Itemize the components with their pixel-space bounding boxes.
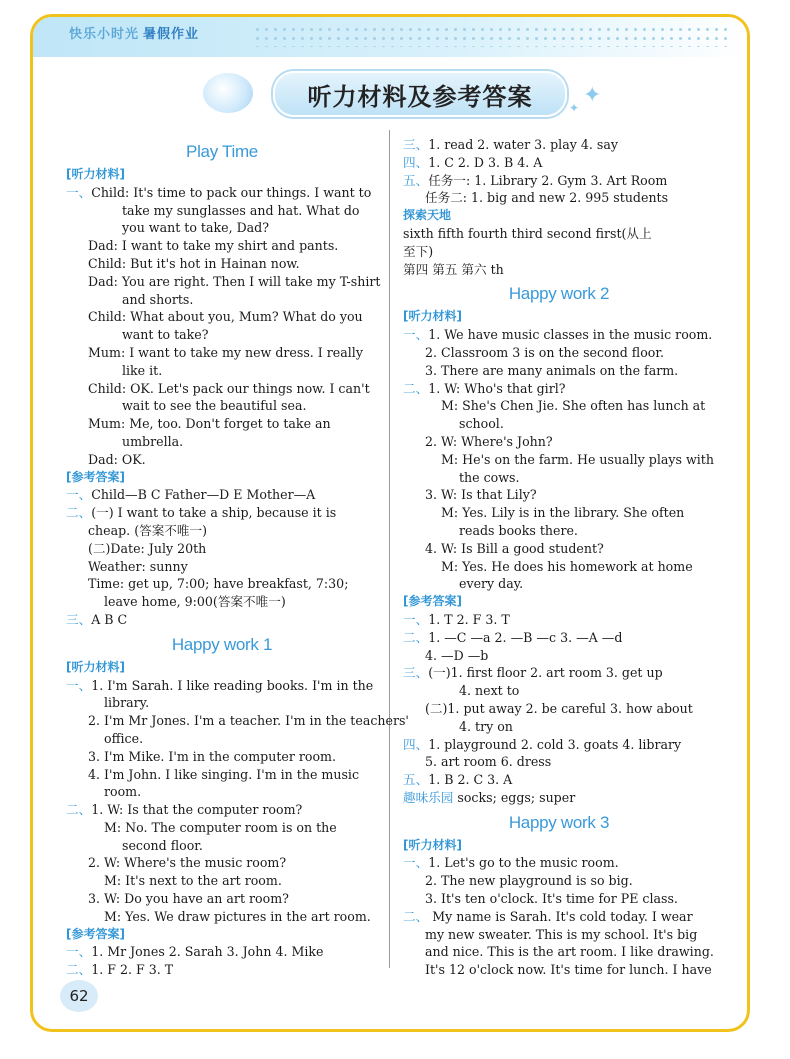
line-text: Mum: I want to take my new dress. I really <box>88 344 363 360</box>
section-tag <box>403 308 715 326</box>
text-line <box>66 961 378 979</box>
section-tag <box>403 837 715 855</box>
line-text: Happy work 3 <box>508 812 610 832</box>
right-column <box>403 136 715 979</box>
section-tag <box>66 659 378 677</box>
line-text: [听力材料] <box>403 837 462 852</box>
text-line <box>66 433 378 451</box>
text-line <box>66 362 378 380</box>
item-number: 一、 <box>403 855 429 871</box>
text-line <box>66 219 378 237</box>
text-line <box>403 926 715 944</box>
line-text: office. <box>104 730 144 746</box>
section-tag <box>66 926 378 944</box>
line-text: every day. <box>459 576 524 592</box>
line-text: 1. B 2. C 3. A <box>428 772 513 788</box>
title-banner <box>203 65 603 125</box>
text-line <box>403 540 715 558</box>
text-line <box>66 237 378 255</box>
left-column <box>66 136 409 979</box>
section-tag <box>403 593 715 611</box>
text-line <box>403 486 715 504</box>
item-number: 一、 <box>66 944 92 960</box>
line-text: Dad: You are right. Then I will take my T-shirt <box>88 273 381 289</box>
line-text: Child: What about you, Mum? What do you <box>88 309 363 325</box>
text-line <box>403 961 715 979</box>
text-line <box>403 154 715 172</box>
text-line <box>403 344 715 362</box>
text-line <box>66 748 378 766</box>
text-line <box>66 819 378 837</box>
line-text: [参考答案] <box>66 469 125 484</box>
text-line <box>403 718 715 736</box>
text-line <box>66 397 378 415</box>
text-line <box>66 380 378 398</box>
line-text: [参考答案] <box>66 926 125 941</box>
text-line <box>66 504 378 522</box>
line-text: M: It's next to the art room. <box>104 873 282 889</box>
text-line <box>403 380 715 398</box>
text-line <box>66 712 409 730</box>
text-line <box>66 611 378 629</box>
text-line <box>66 766 378 784</box>
text-line <box>66 908 378 926</box>
line-text: umbrella. <box>122 433 184 449</box>
text-line <box>66 730 378 748</box>
line-text: wait to see the beautiful sea. <box>122 398 307 414</box>
line-text: 第四 第五 第六 th <box>403 261 504 277</box>
text-line <box>403 243 715 261</box>
text-line <box>403 943 715 961</box>
line-text: take my sunglasses and hat. What do <box>122 202 360 218</box>
sparkle-icon: ✦ <box>583 83 602 108</box>
text-line <box>403 872 715 890</box>
text-line <box>403 908 715 926</box>
text-line <box>66 677 378 695</box>
line-text: 2. I'm Mr Jones. I'm a teacher. I'm in the teachers' <box>88 713 409 729</box>
item-number: 一、 <box>403 611 429 627</box>
text-line <box>66 575 378 593</box>
line-text: (一)1. first floor 2. art room 3. get up <box>428 665 663 681</box>
line-text: sixth fifth fourth third second first(从上 <box>403 225 652 241</box>
text-line <box>66 291 378 309</box>
text-line <box>66 801 378 819</box>
text-line <box>66 344 378 362</box>
text-line <box>66 943 378 961</box>
line-text: M: No. The computer room is on the <box>104 819 337 835</box>
line-text: 3. W: Do you have an art room? <box>88 891 289 907</box>
item-number: 五、 <box>403 772 429 788</box>
line-text: Child: OK. Let's pack our things now. I can't <box>88 380 370 396</box>
line-text: 至下) <box>403 243 434 259</box>
text-line <box>403 415 715 433</box>
text-line <box>403 558 715 576</box>
line-text: (一) I want to take a ship, because it is <box>91 505 337 521</box>
text-line <box>66 202 378 220</box>
line-text: like it. <box>122 362 163 378</box>
item-number: 二、 <box>66 962 92 978</box>
line-text: 4. W: Is Bill a good student? <box>425 540 604 556</box>
line-text: 1. read 2. water 3. play 4. say <box>428 137 618 152</box>
item-number: 二、 <box>403 629 429 645</box>
text-line <box>403 326 715 344</box>
text-line <box>403 469 715 487</box>
text-line <box>403 682 715 700</box>
text-line <box>403 611 715 629</box>
line-text: the cows. <box>459 469 520 485</box>
line-text: Play Time <box>186 142 258 161</box>
line-text: Happy work 1 <box>171 634 273 654</box>
text-line <box>66 783 378 801</box>
text-line <box>403 736 715 754</box>
page-title: 听力材料及参考答案 <box>273 71 567 117</box>
line-text: 1. I'm Sarah. I like reading books. I'm in the <box>91 677 374 693</box>
text-line <box>403 225 715 243</box>
line-text: 5. art room 6. dress <box>425 754 552 770</box>
item-number: 五、 <box>403 172 429 188</box>
item-number: 三、 <box>66 611 92 627</box>
line-text: 1. F 2. F 3. T <box>91 962 174 978</box>
line-text: socks; eggs; super <box>453 789 576 805</box>
item-number: 趣味乐园 <box>403 789 454 805</box>
text-line <box>403 890 715 908</box>
text-line <box>66 326 378 344</box>
line-text: 4. try on <box>459 718 513 734</box>
line-text: room. <box>104 784 142 800</box>
brand-name: 快乐小时光 <box>69 27 140 42</box>
line-text: [听力材料] <box>66 659 125 674</box>
text-line <box>403 854 715 872</box>
line-text: 2. W: Where's the music room? <box>88 855 287 871</box>
line-text: M: He's on the farm. He usually plays with <box>441 451 714 467</box>
text-line <box>403 664 715 682</box>
sparkle-small-icon: ✦ <box>569 101 580 115</box>
text-line <box>403 362 715 380</box>
item-number: 一、 <box>66 184 92 200</box>
text-line <box>403 451 715 469</box>
text-line <box>66 694 378 712</box>
line-text: My name is Sarah. It's cold today. I wear <box>428 908 693 924</box>
text-line <box>66 837 378 855</box>
line-text: my new sweater. This is my school. It's big <box>425 926 698 942</box>
section-title <box>66 140 378 164</box>
line-text: school. <box>459 416 504 432</box>
text-line <box>403 753 715 771</box>
item-number: 四、 <box>403 736 429 752</box>
text-line <box>403 647 715 665</box>
line-text: Child: It's time to pack our things. I want to <box>91 184 372 200</box>
line-text: want to take? <box>122 327 209 343</box>
line-text: Time: get up, 7:00; have breakfast, 7:30; <box>88 576 349 592</box>
section-tag <box>66 166 378 184</box>
section-title <box>66 633 378 657</box>
line-text: [参考答案] <box>403 594 462 609</box>
line-text: [听力材料] <box>66 167 125 181</box>
item-number: 二、 <box>66 505 92 521</box>
line-text: 2. W: Where's John? <box>425 433 553 449</box>
line-text: 探索天地 <box>403 208 452 223</box>
line-text: Child—B C Father—D E Mother—A <box>91 487 316 503</box>
line-text: Child: But it's hot in Hainan now. <box>88 255 300 271</box>
line-text: (二)1. put away 2. be careful 3. how about <box>425 700 693 716</box>
line-text: reads books there. <box>459 522 578 538</box>
page-number: 62 <box>60 980 98 1012</box>
line-text: 3. I'm Mike. I'm in the computer room. <box>88 748 336 764</box>
line-text: 1. T 2. F 3. T <box>428 611 510 627</box>
section-tag <box>66 469 378 487</box>
line-text: 4. next to <box>459 683 520 699</box>
text-line <box>66 273 381 291</box>
item-number: 一、 <box>66 677 92 693</box>
line-text: 3. W: Is that Lily? <box>425 487 537 503</box>
line-text: M: Yes. We draw pictures in the art room. <box>104 908 371 924</box>
line-text: (二)Date: July 20th <box>88 540 207 556</box>
line-text: 1. We have music classes in the music room. <box>428 327 713 343</box>
text-line <box>66 522 378 540</box>
header-dot-pattern <box>253 25 733 47</box>
line-text: second floor. <box>122 837 203 853</box>
cloud-icon <box>203 73 253 113</box>
line-text: A B C <box>91 611 128 627</box>
line-text: leave home, 9:00(答案不唯一) <box>104 594 286 610</box>
line-text: M: Yes. He does his homework at home <box>441 558 693 574</box>
line-text: 2. The new playground is so big. <box>425 873 633 889</box>
text-line <box>403 136 715 154</box>
brand-subtitle: 暑假作业 <box>143 27 200 42</box>
text-line <box>66 558 378 576</box>
brand-logo <box>69 23 199 42</box>
line-text: cheap. (答案不唯一) <box>88 522 207 538</box>
text-line <box>403 433 715 451</box>
line-text: 3. There are many animals on the farm. <box>425 362 679 378</box>
line-text: Dad: I want to take my shirt and pants. <box>88 238 339 254</box>
column-divider <box>389 130 390 968</box>
item-number: 二、 <box>403 380 429 396</box>
text-line <box>403 575 715 593</box>
line-text: [听力材料] <box>403 309 462 324</box>
line-text: 任务一: 1. Library 2. Gym 3. Art Room <box>428 172 668 188</box>
section-title <box>403 811 715 835</box>
text-line <box>403 700 715 718</box>
line-text: Mum: Me, too. Don't forget to take an <box>88 416 331 432</box>
line-text: 3. It's ten o'clock. It's time for PE class. <box>425 891 678 907</box>
text-line <box>66 890 378 908</box>
text-line <box>66 540 378 558</box>
text-line <box>403 629 715 647</box>
line-text: It's 12 o'clock now. It's time for lunch. I have <box>425 962 712 978</box>
text-line <box>66 451 378 469</box>
line-text: 2. Classroom 3 is on the second floor. <box>425 344 665 360</box>
line-text: 任务二: 1. big and new 2. 995 students <box>425 190 669 206</box>
line-text: 4. —D —b <box>425 647 489 663</box>
section-tag <box>403 207 715 225</box>
text-line <box>66 854 378 872</box>
text-line <box>66 308 378 326</box>
text-line <box>403 397 715 415</box>
text-line <box>403 771 715 789</box>
item-number: 一、 <box>66 487 92 503</box>
line-text: Weather: sunny <box>88 558 188 574</box>
text-line <box>66 255 378 273</box>
section-title <box>403 282 715 306</box>
text-line <box>403 189 715 207</box>
line-text: 1. W: Is that the computer room? <box>91 802 303 818</box>
line-text: 1. C 2. D 3. B 4. A <box>428 154 543 170</box>
item-number: 二、 <box>66 802 92 818</box>
item-number: 四、 <box>403 154 429 170</box>
item-number: 三、 <box>403 137 429 152</box>
text-line <box>403 504 715 522</box>
item-number: 一、 <box>403 327 429 343</box>
item-number: 三、 <box>403 665 429 681</box>
text-line <box>403 172 715 190</box>
line-text: 1. Let's go to the music room. <box>428 855 619 871</box>
line-text: Dad: OK. <box>88 451 146 467</box>
line-text: and nice. This is the art room. I like drawing. <box>425 944 714 960</box>
line-text: M: Yes. Lily is in the library. She often <box>441 505 685 521</box>
text-line <box>66 184 378 202</box>
line-text: 4. I'm John. I like singing. I'm in the music <box>88 766 359 782</box>
text-line <box>66 415 378 433</box>
item-number: 二、 <box>403 908 429 924</box>
line-text: Happy work 2 <box>508 284 610 304</box>
line-text: M: She's Chen Jie. She often has lunch at <box>441 398 706 414</box>
text-line <box>403 261 715 279</box>
header-band <box>33 17 747 57</box>
line-text: 1. Mr Jones 2. Sarah 3. John 4. Mike <box>91 944 324 960</box>
text-line <box>403 522 715 540</box>
text-line <box>66 872 378 890</box>
line-text: and shorts. <box>122 291 194 307</box>
text-line <box>66 593 378 611</box>
line-text: 1. —C —a 2. —B —c 3. —A —d <box>428 629 623 645</box>
text-line <box>66 486 378 504</box>
line-text: you want to take, Dad? <box>122 220 269 236</box>
line-text: library. <box>104 695 150 711</box>
line-text: 1. W: Who's that girl? <box>428 380 566 396</box>
line-text: 1. playground 2. cold 3. goats 4. library <box>428 736 682 752</box>
text-line <box>403 789 715 807</box>
